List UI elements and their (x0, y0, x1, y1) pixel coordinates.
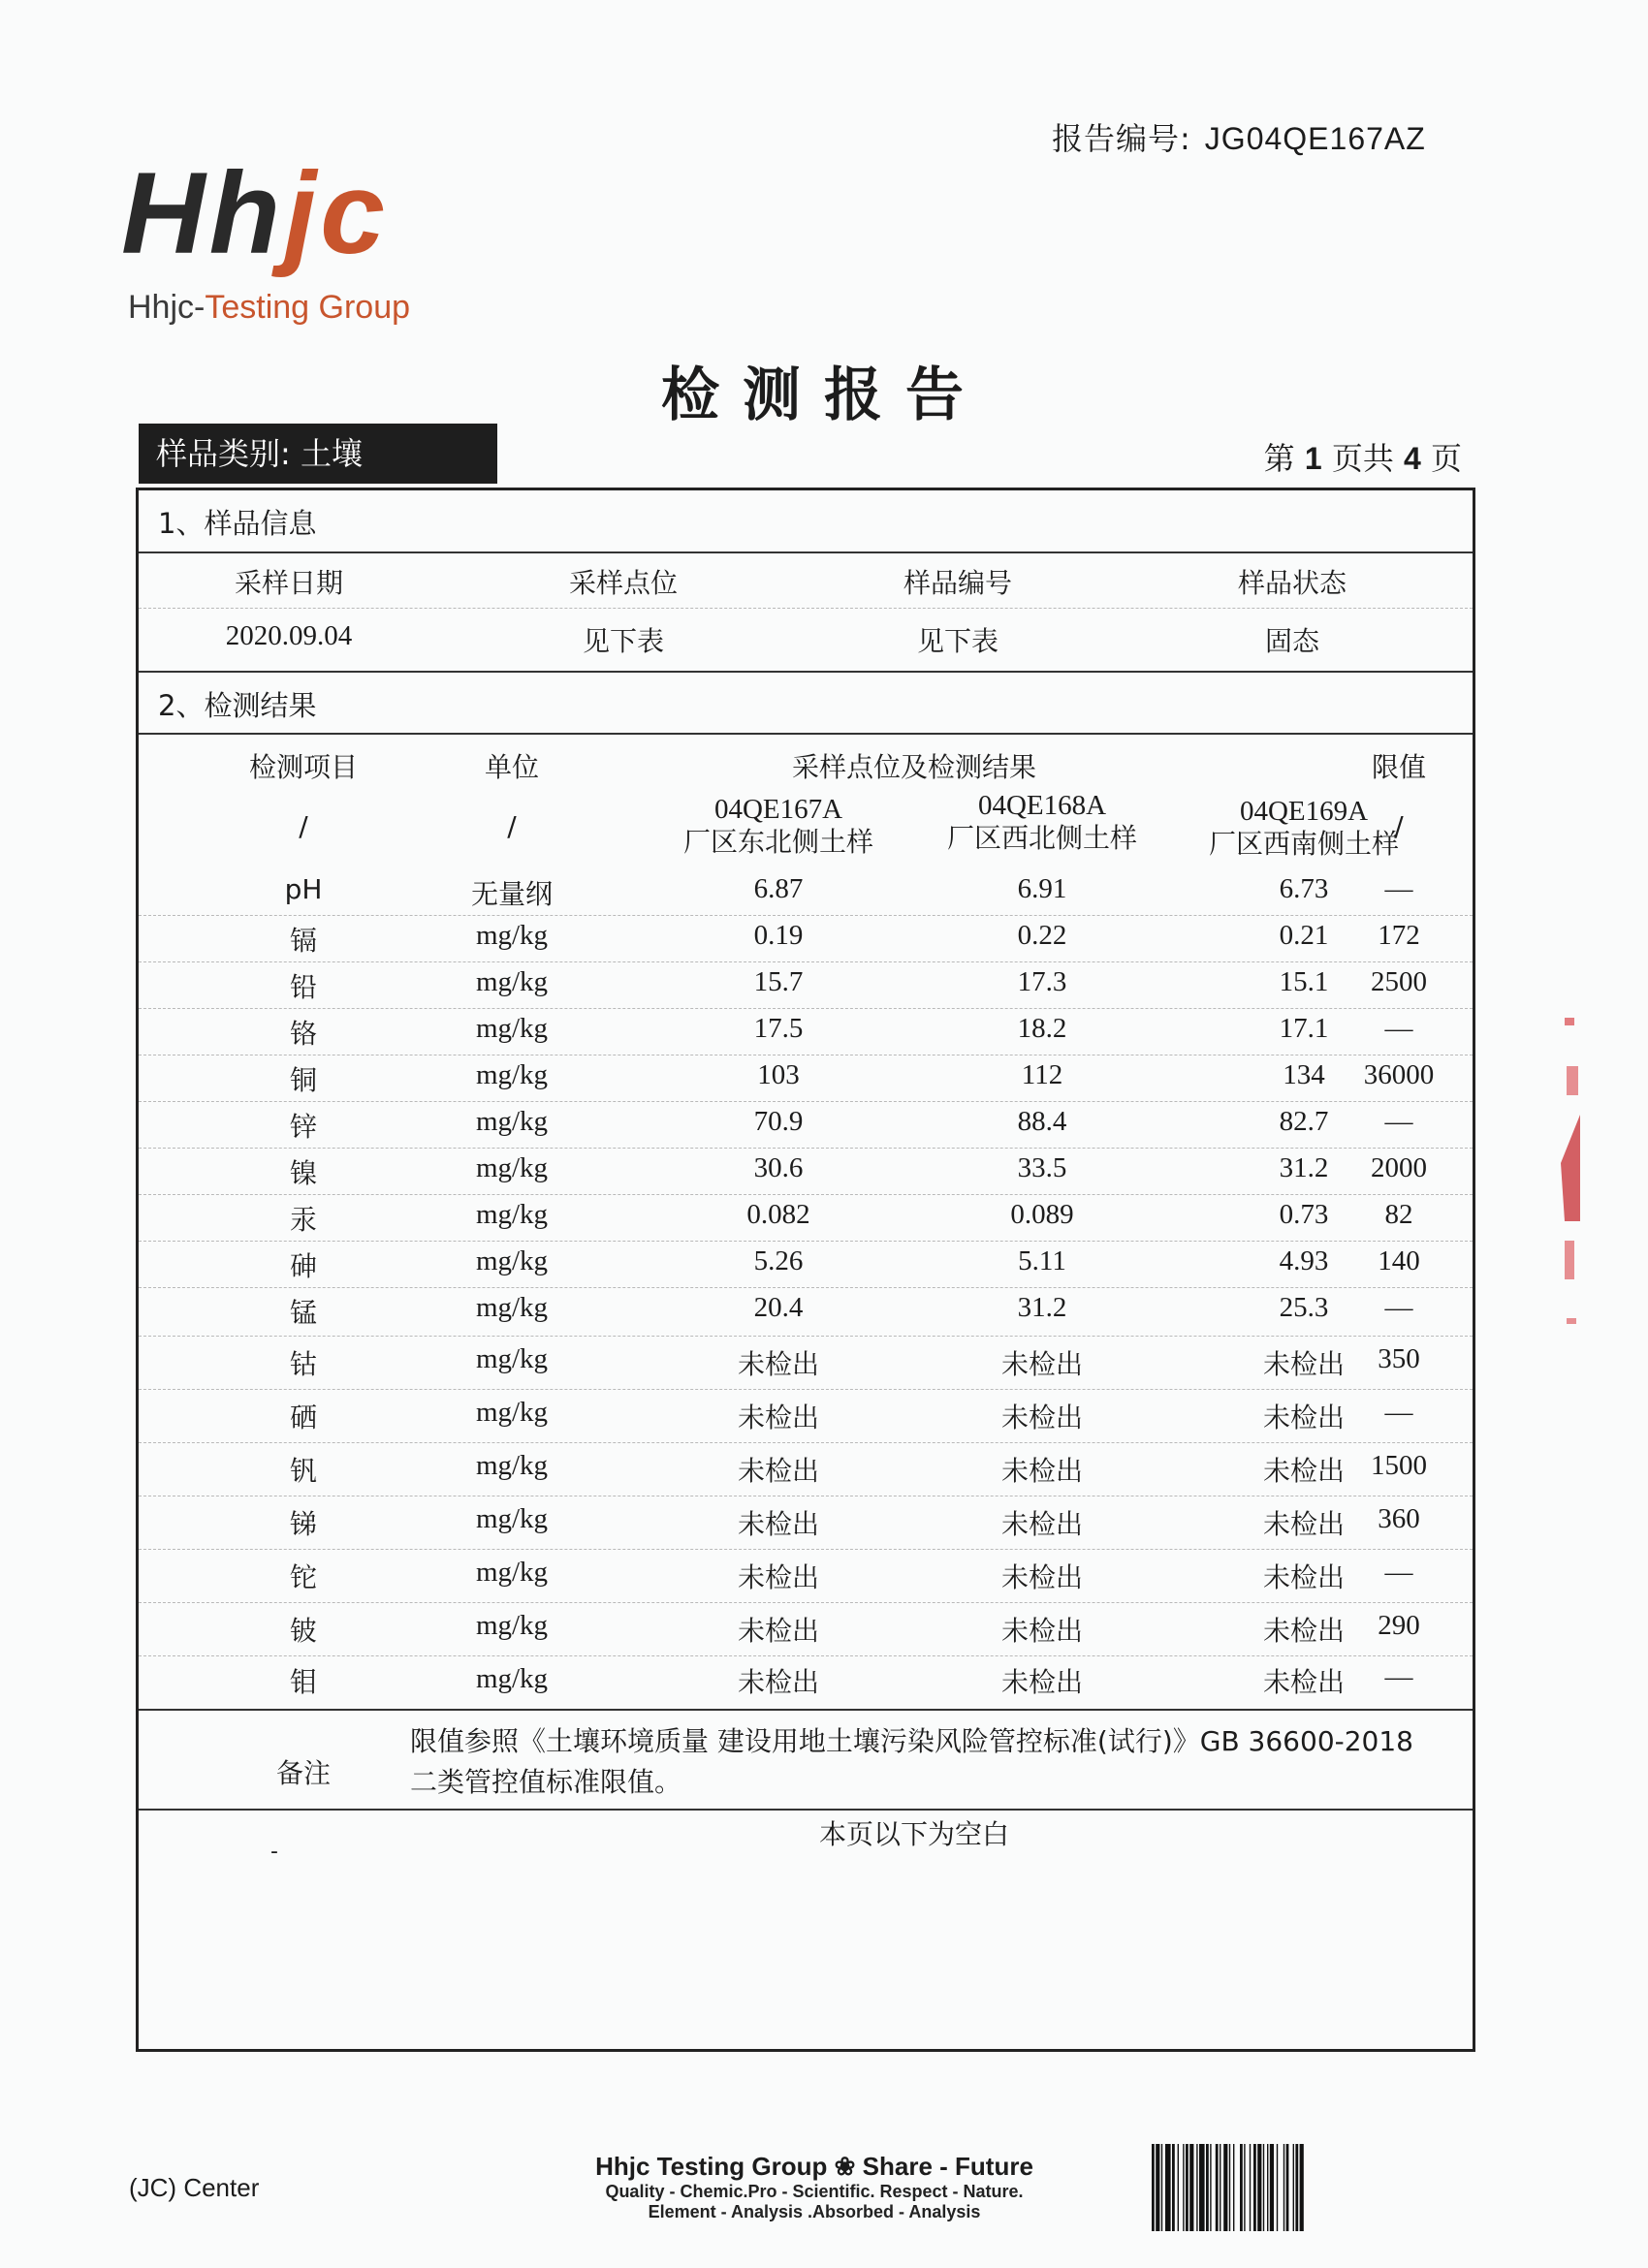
row-item: 锌 (289, 1111, 317, 1143)
row-limit: — (1384, 1292, 1413, 1323)
row-item: 铍 (289, 1615, 317, 1647)
row-value-site2: 112 (1021, 1059, 1063, 1090)
row-limit: — (1384, 1661, 1413, 1692)
divider (139, 1148, 1473, 1149)
site-header-3 (1188, 795, 1420, 861)
site-name-1: 厂区东北侧土样 (682, 826, 873, 858)
section-sample-info-title: 1、样品信息 (158, 507, 317, 540)
row-value-site1: 未检出 (737, 1508, 819, 1540)
barcode-icon (1152, 2144, 1406, 2231)
flower-icon: ❀ (834, 2152, 856, 2181)
row-value-site3: 未检出 (1262, 1402, 1345, 1433)
page-current: 1 (1304, 441, 1322, 476)
page-prefix: 第 (1263, 440, 1295, 477)
divider (139, 608, 1473, 609)
footer-share-future: Share - Future (862, 2152, 1033, 2181)
barcode-bar (1286, 2144, 1289, 2231)
barcode-bar (1240, 2144, 1243, 2231)
row-unit: mg/kg (475, 1450, 549, 1481)
divider (139, 1602, 1473, 1603)
divider (139, 1709, 1473, 1711)
row-unit: mg/kg (475, 1245, 549, 1276)
site-header-2 (926, 789, 1158, 855)
row-value-site3: 4.93 (1279, 1245, 1329, 1276)
remarks-text (410, 1721, 1413, 1803)
footer-center-label: (JC) Center (129, 2173, 260, 2202)
divider (139, 1336, 1473, 1337)
row-value-site2: 18.2 (1017, 1013, 1067, 1044)
row-item: 钴 (289, 1348, 317, 1380)
row-limit: 2500 (1371, 966, 1427, 997)
footer-slogan-line-3: Element - Analysis .Absorbed - Analysis (648, 2202, 981, 2221)
row-unit: mg/kg (475, 1397, 549, 1428)
row-unit: mg/kg (475, 1503, 549, 1534)
header-sampling-date: 采样日期 (234, 567, 343, 599)
divider (139, 915, 1473, 916)
row-item: 铜 (289, 1064, 317, 1096)
row-item: pH (284, 873, 323, 905)
row-item: 钒 (289, 1455, 317, 1487)
value-sample-number: 见下表 (916, 625, 998, 657)
row-limit: 172 (1378, 920, 1420, 951)
row-value-site1: 未检出 (737, 1402, 819, 1433)
barcode-bar (1178, 2144, 1179, 2231)
divider (139, 1442, 1473, 1443)
row-unit: mg/kg (475, 1106, 549, 1137)
row-limit: — (1384, 1557, 1413, 1588)
row-limit: 82 (1384, 1199, 1413, 1230)
divider (139, 1549, 1473, 1550)
barcode-bar (1229, 2144, 1230, 2231)
row-unit: mg/kg (475, 1663, 549, 1694)
value-sampling-point: 见下表 (582, 625, 664, 657)
barcode-bar (1253, 2144, 1256, 2231)
divider (139, 1241, 1473, 1242)
row-item: 砷 (289, 1250, 317, 1282)
barcode-bar (1165, 2144, 1171, 2231)
document-title: 检测报告 (661, 362, 987, 429)
row-value-site1: 6.87 (753, 873, 804, 904)
row-value-site3: 未检出 (1262, 1561, 1345, 1593)
row-unit: mg/kg (475, 1059, 549, 1090)
barcode-bar (1156, 2144, 1159, 2231)
divider (139, 733, 1473, 735)
barcode-bar (1216, 2144, 1219, 2231)
logo-text-h: Hh (121, 148, 284, 278)
row-unit: mg/kg (475, 966, 549, 997)
row-value-site3: 未检出 (1262, 1455, 1345, 1487)
report-number-label: 报告编号: (1052, 120, 1191, 157)
row-limit: — (1384, 1397, 1413, 1428)
value-sample-state: 固态 (1264, 625, 1319, 657)
row-unit: mg/kg (475, 1013, 549, 1044)
row-value-site1: 15.7 (753, 966, 804, 997)
row-value-site3: 未检出 (1262, 1666, 1345, 1698)
row-value-site2: 未检出 (1000, 1508, 1083, 1540)
page-suffix: 页 (1430, 440, 1462, 477)
row-value-site3: 15.1 (1279, 966, 1329, 997)
header-sample-state: 样品状态 (1237, 567, 1347, 599)
item-slash: / (299, 810, 308, 842)
row-value-site3: 未检出 (1262, 1348, 1345, 1380)
row-value-site1: 未检出 (737, 1666, 819, 1698)
row-value-site1: 103 (757, 1059, 800, 1090)
row-limit: 140 (1378, 1245, 1420, 1276)
divider (139, 1008, 1473, 1009)
company-logo (121, 148, 390, 278)
sample-category: 样品类别: 土壤 (139, 424, 497, 484)
barcode-bar (1206, 2144, 1209, 2231)
limit-slash: / (1394, 810, 1404, 842)
row-limit: 360 (1378, 1503, 1420, 1534)
row-value-site3: 未检出 (1262, 1508, 1345, 1540)
row-value-site3: 6.73 (1279, 873, 1329, 904)
barcode-bar (1293, 2144, 1294, 2231)
page-total: 4 (1404, 441, 1421, 476)
row-item: 硒 (289, 1402, 317, 1433)
logo-subtitle-a: Hhjc- (128, 289, 206, 326)
barcode-bar (1244, 2144, 1245, 2231)
logo-subtitle-b: Testing Group (205, 289, 411, 326)
footer-slogan-line-2: Quality - Chemic.Pro - Scientific. Respect - Nature. (605, 2182, 1024, 2201)
row-value-site1: 未检出 (737, 1615, 819, 1647)
divider (139, 1194, 1473, 1195)
row-item: 锑 (289, 1508, 317, 1540)
divider (139, 1287, 1473, 1288)
row-value-site2: 未检出 (1000, 1615, 1083, 1647)
row-value-site2: 17.3 (1017, 966, 1067, 997)
barcode-bar (1152, 2144, 1155, 2231)
row-value-site1: 未检出 (737, 1348, 819, 1380)
row-item: 铅 (289, 971, 317, 1003)
stray-dash: - (270, 1840, 278, 1864)
row-unit: mg/kg (475, 920, 549, 951)
row-item: 汞 (289, 1204, 317, 1236)
row-unit: mg/kg (475, 1152, 549, 1183)
header-sample-number: 样品编号 (903, 567, 1012, 599)
row-value-site1: 20.4 (753, 1292, 804, 1323)
row-item: 镍 (289, 1157, 317, 1189)
remarks-line-1: 限值参照《土壤环境质量 建设用地土壤污染风险管控标准(试行)》GB 36600-2018 (410, 1725, 1413, 1757)
site-code-1: 04QE167A (713, 794, 843, 825)
barcode-bar (1257, 2144, 1261, 2231)
col-header-unit: 单位 (484, 751, 539, 783)
row-value-site3: 25.3 (1279, 1292, 1329, 1323)
barcode-bar (1210, 2144, 1211, 2231)
site-name-3: 厂区西南侧土样 (1208, 828, 1399, 860)
col-header-item: 检测项目 (248, 751, 358, 783)
col-header-limit: 限值 (1371, 751, 1426, 783)
row-value-site2: 33.5 (1017, 1152, 1067, 1183)
row-item: 锰 (289, 1297, 317, 1329)
row-value-site3: 31.2 (1279, 1152, 1329, 1183)
row-value-site1: 5.26 (753, 1245, 804, 1276)
footer-group-name: Hhjc Testing Group (595, 2152, 828, 2181)
col-header-sites: 采样点位及检测结果 (791, 751, 1036, 783)
report-number-value: JG04QE167AZ (1204, 121, 1426, 156)
logo-text-jc: jc (283, 148, 390, 278)
barcode-bar (1270, 2144, 1274, 2231)
divider (139, 671, 1473, 673)
barcode-bar (1196, 2144, 1197, 2231)
barcode-bar (1233, 2144, 1234, 2231)
row-limit: — (1384, 1013, 1413, 1044)
row-limit: 290 (1378, 1610, 1420, 1641)
blank-page-note: 本页以下为空白 (818, 1818, 1009, 1850)
row-value-site3: 17.1 (1279, 1013, 1329, 1044)
row-unit: mg/kg (475, 1557, 549, 1588)
row-limit: 350 (1378, 1343, 1420, 1374)
remarks-label: 备注 (275, 1757, 331, 1789)
stamp-fragment-icon (1559, 1008, 1582, 1338)
row-value-site3: 134 (1283, 1059, 1325, 1090)
row-value-site2: 未检出 (1000, 1348, 1083, 1380)
row-value-site2: 6.91 (1017, 873, 1067, 904)
barcode-bar (1186, 2144, 1188, 2231)
barcode-bar (1300, 2144, 1304, 2231)
row-value-site2: 未检出 (1000, 1666, 1083, 1698)
row-value-site2: 未检出 (1000, 1561, 1083, 1593)
barcode-bar (1199, 2144, 1205, 2231)
row-unit: mg/kg (475, 1199, 549, 1230)
footer-slogan-line-1 (543, 2152, 1086, 2182)
site-header-1 (662, 793, 895, 859)
header-sampling-point: 采样点位 (568, 567, 678, 599)
remarks-line-2: 二类管控值标准限值。 (410, 1766, 682, 1798)
report-frame (136, 488, 1475, 2052)
section-results-title: 2、检测结果 (158, 689, 317, 722)
barcode-bar (1263, 2144, 1264, 2231)
row-value-site2: 88.4 (1017, 1106, 1067, 1137)
site-code-3: 04QE169A (1239, 796, 1369, 827)
unit-slash: / (507, 810, 517, 842)
divider (139, 1389, 1473, 1390)
row-value-site2: 0.089 (1010, 1199, 1074, 1230)
row-value-site2: 未检出 (1000, 1455, 1083, 1487)
divider (139, 551, 1473, 553)
row-value-site1: 30.6 (753, 1152, 804, 1183)
site-code-2: 04QE168A (977, 790, 1107, 821)
divider (139, 1655, 1473, 1656)
row-value-site1: 70.9 (753, 1106, 804, 1137)
barcode-bar (1250, 2144, 1251, 2231)
divider (139, 1101, 1473, 1102)
divider (139, 961, 1473, 962)
barcode-bar (1172, 2144, 1175, 2231)
row-unit: mg/kg (475, 1610, 549, 1641)
row-value-site3: 82.7 (1279, 1106, 1329, 1137)
footer-slogan (543, 2152, 1086, 2222)
page-middle: 页共 (1331, 440, 1394, 477)
row-limit: — (1384, 1106, 1413, 1137)
row-unit: 无量纲 (470, 878, 553, 910)
row-value-site3: 0.73 (1279, 1199, 1329, 1230)
row-item: 铬 (289, 1018, 317, 1050)
row-value-site1: 未检出 (737, 1561, 819, 1593)
row-unit: mg/kg (475, 1343, 549, 1374)
row-value-site2: 0.22 (1017, 920, 1067, 951)
row-limit: — (1384, 873, 1413, 904)
row-value-site2: 31.2 (1017, 1292, 1067, 1323)
barcode-bar (1161, 2144, 1162, 2231)
row-limit: 36000 (1363, 1059, 1435, 1090)
row-value-site1: 0.082 (746, 1199, 810, 1230)
row-value-site2: 5.11 (1018, 1245, 1066, 1276)
row-value-site2: 未检出 (1000, 1402, 1083, 1433)
row-item: 钼 (289, 1666, 317, 1698)
barcode-bar (1223, 2144, 1227, 2231)
row-unit: mg/kg (475, 1292, 549, 1323)
report-number (1052, 114, 1426, 159)
barcode-bar (1277, 2144, 1278, 2231)
page-indicator (1264, 434, 1462, 479)
row-value-site1: 0.19 (753, 920, 804, 951)
logo-subtitle (128, 289, 410, 327)
row-limit: 1500 (1371, 1450, 1427, 1481)
site-name-2: 厂区西北侧土样 (946, 822, 1137, 854)
barcode-bar (1267, 2144, 1268, 2231)
barcode-bar (1183, 2144, 1184, 2231)
value-sampling-date: 2020.09.04 (225, 620, 353, 651)
barcode-bar (1295, 2144, 1298, 2231)
divider (139, 1809, 1473, 1811)
row-value-site1: 17.5 (753, 1013, 804, 1044)
row-limit: 2000 (1371, 1152, 1427, 1183)
row-value-site1: 未检出 (737, 1455, 819, 1487)
row-value-site3: 0.21 (1279, 920, 1329, 951)
row-value-site3: 未检出 (1262, 1615, 1345, 1647)
row-item: 镉 (289, 925, 317, 957)
row-item: 铊 (289, 1561, 317, 1593)
barcode-bar (1189, 2144, 1193, 2231)
